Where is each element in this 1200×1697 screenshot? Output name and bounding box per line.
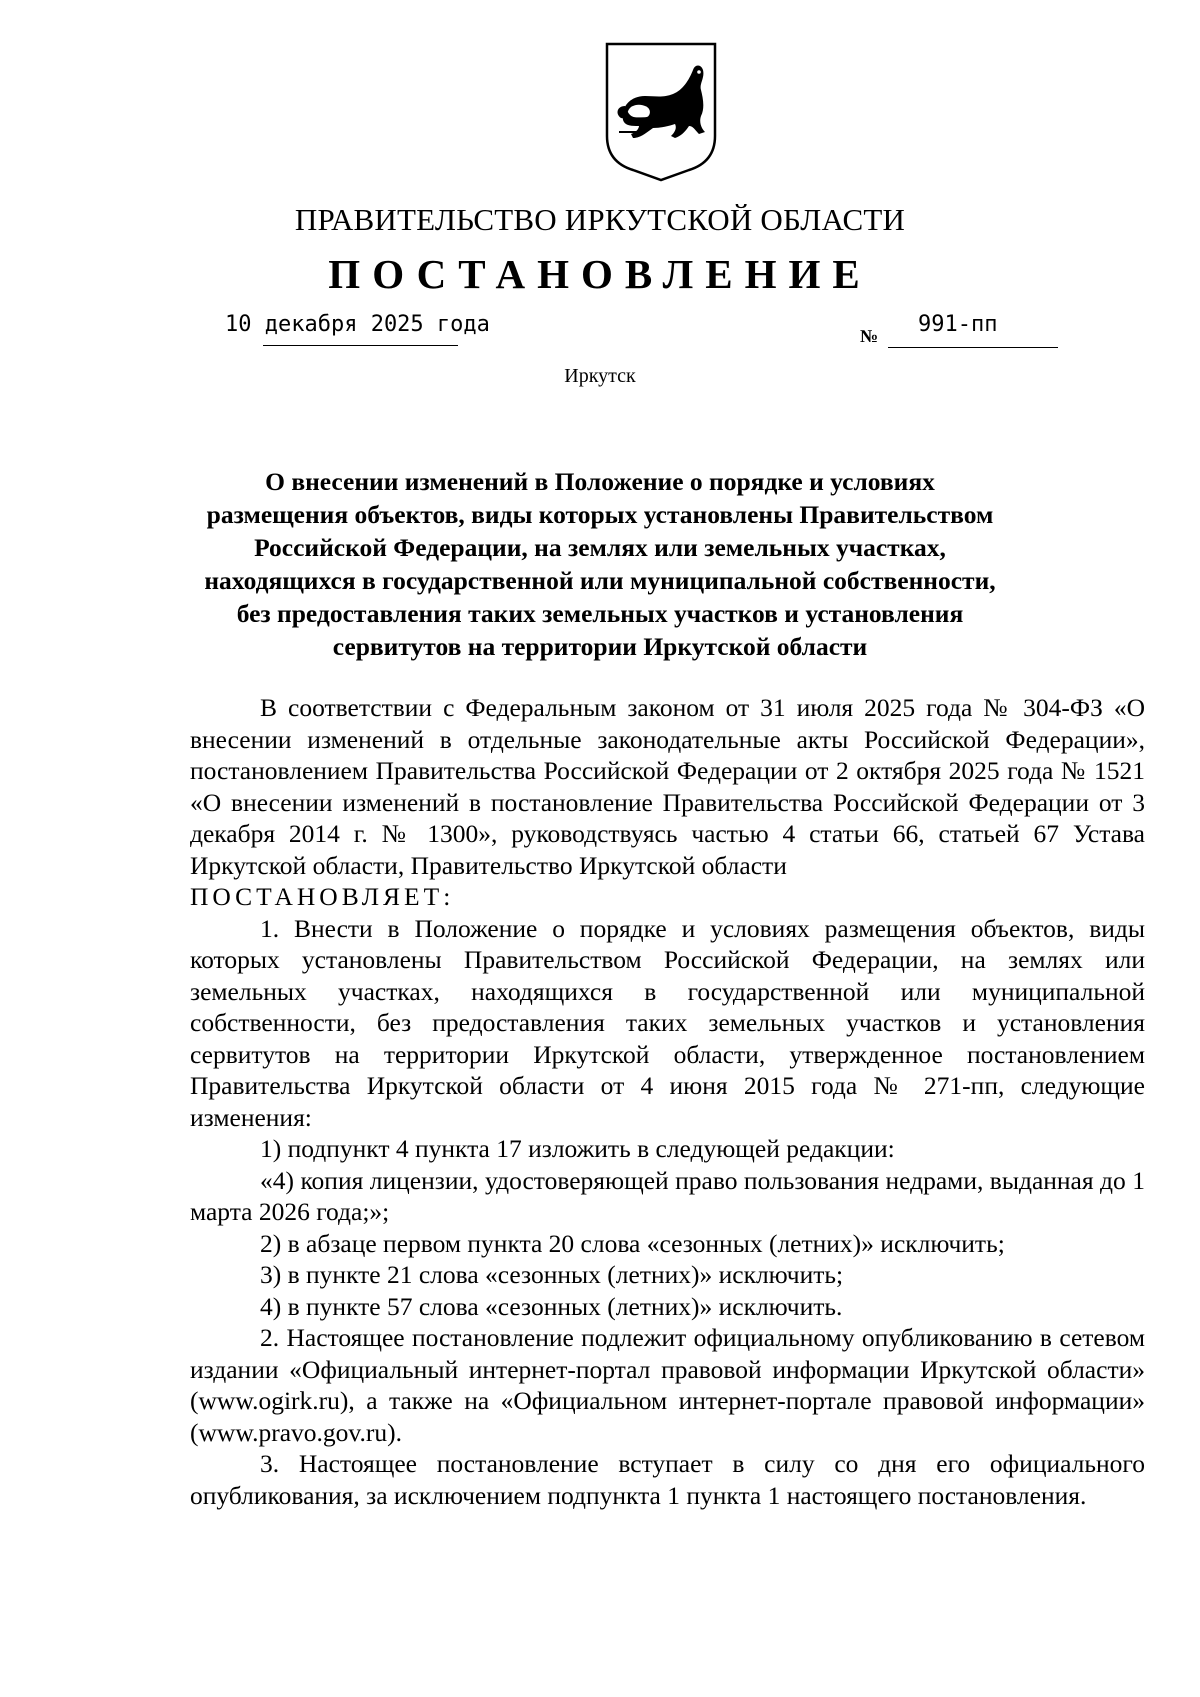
subitem-4: 4) в пункте 57 слова «сезонных (летних)» исключить. [260,1291,843,1321]
title-line: находящихся в государственной или муниципальной собственности, [204,566,996,595]
title-line: без предоставления таких земельных участков и установления [236,599,964,628]
subitem-1: 1) подпункт 4 пункта 17 изложить в следующей редакции: [260,1134,895,1163]
irkutsk-coat-of-arms-icon [601,40,721,184]
subitem-3: 3) в пункте 21 слова «сезонных (летних)» исключить; [260,1260,844,1289]
item-1-paragraph: 1. Внести в Положение о порядке и условиях размещения объектов, виды которых установлены Правительством Российской Федерации, на землях или земельных участках, находящихся в государственной или муниципальной собственности, без предоставления таких земельных участков и установления сервитутов на территории Иркутской области, утвержденное постановлением Правительства Иркутской области от 4 июня 2015 года № 271-пп, следующие изменения: [190,913,1145,1132]
document-number: 991-пп [918,312,998,337]
intro-paragraph: В соответствии с Федеральным законом от 31 июля 2025 года № 304-ФЗ «О внесении изменений в отдельные законодательные акты Российской Федерации», постановлением Правительства Российской Федерации от 2 октября 2025 года № 1521 «О внесении изменений в постановление Правительства Российской Федерации от 3 декабря 2014 г. № 1300», руководствуясь частью 4 статьи 66, статьей 67 Устава Иркутской области, Правительство Иркутской области [190,693,1145,880]
document-body [190,692,1145,1511]
subitem-2: 2) в абзаце первом пункта 20 слова «сезонных (летних)» исключить; [260,1228,1005,1258]
document-title [170,465,1030,663]
government-name: ПРАВИТЕЛЬСТВО ИРКУТСКОЙ ОБЛАСТИ [294,202,906,237]
title-line: О внесении изменений в Положение о порядке и условиях [265,467,935,496]
title-line: Российской Федерации, на землях или земельных участках, [254,533,946,562]
title-line: размещения объектов, виды которых установлены Правительством [206,500,994,529]
item-3-paragraph: 3. Настоящее постановление вступает в силу со дня его официального опубликования, за исключением подпункта 1 пункта 1 настоящего постановления. [190,1449,1145,1510]
number-sign: № [860,326,879,346]
item-2-paragraph: 2. Настоящее постановление подлежит официальному опубликованию в сетевом издании «Официальный интернет-портал правовой информации Иркутской области» (www.ogirk.ru), а также на «Официальном интернет-портале правовой информации» (www.pravo.gov.ru). [190,1323,1145,1447]
decree-word: ПОСТАНОВЛЯЕТ: [190,882,455,911]
title-line: сервитутов на территории Иркутской области [332,632,868,661]
quoted-amendment: «4) копия лицензии, удостоверяющей право пользования недрами, выданная до 1 марта 2026 года;»; [190,1165,1145,1226]
date-underline [263,345,458,346]
document-type: ПОСТАНОВЛЕНИЕ [328,251,872,297]
document-date: 10 декабря 2025 года [225,312,490,337]
document-city: Иркутск [564,365,636,387]
number-underline [888,347,1058,348]
